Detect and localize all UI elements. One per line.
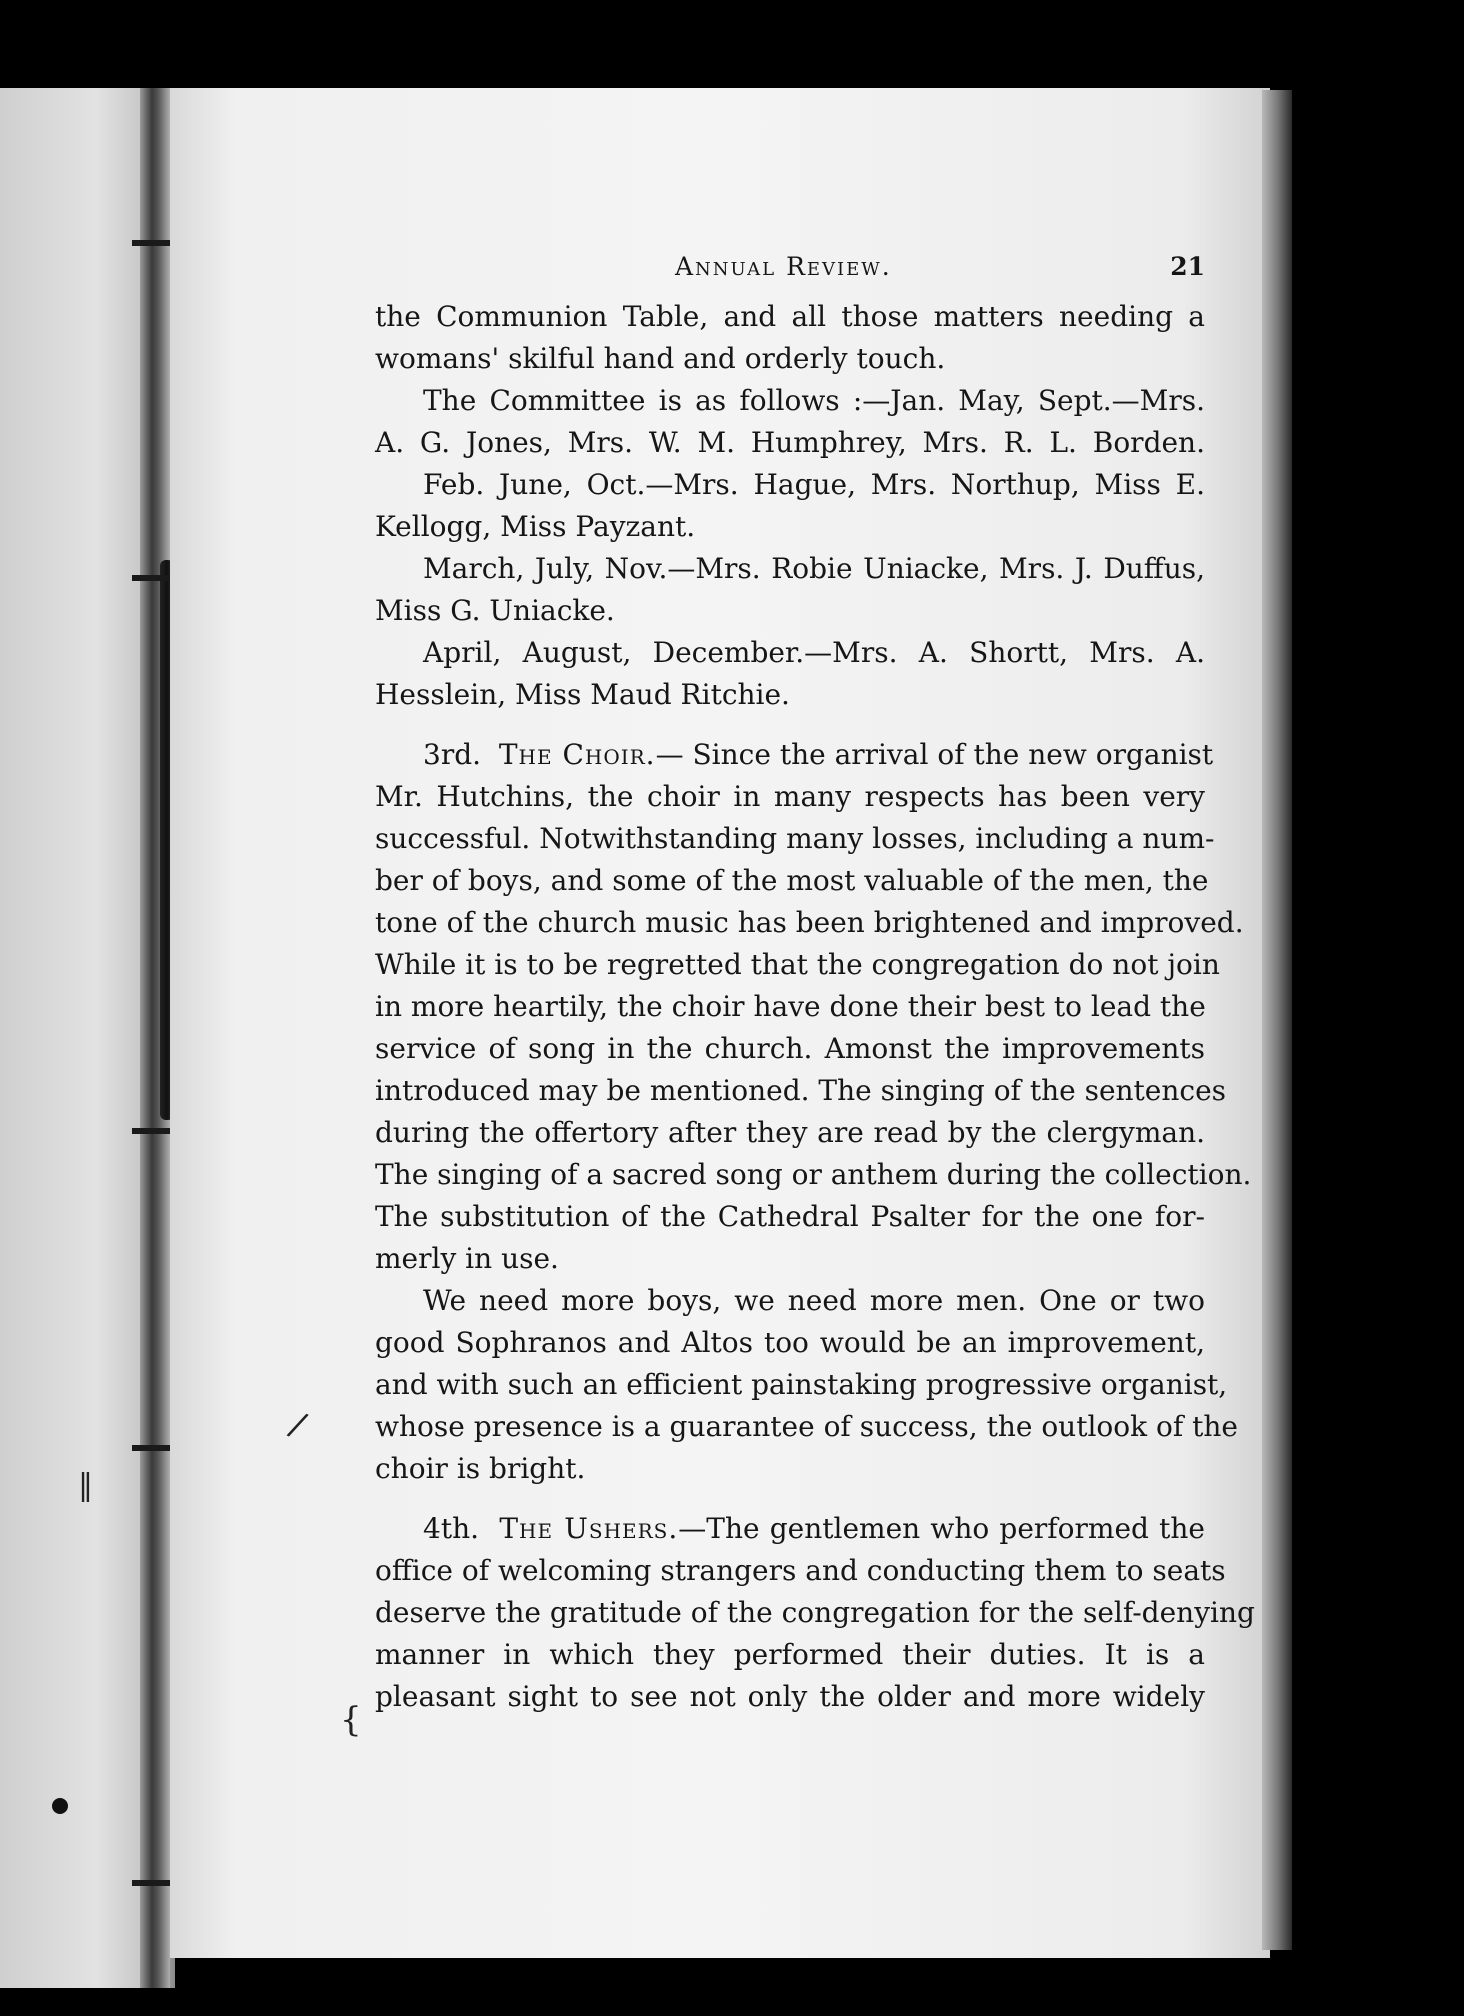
pencil-mark: { [340, 1700, 362, 1740]
text-line: whose presence is a guarantee of success, the outlook of the [375, 1410, 1238, 1443]
section-title: The Choir. [498, 738, 656, 771]
paragraph [375, 464, 1205, 548]
text-line: —The gentlemen who performed the [678, 1512, 1205, 1545]
text-line: deserve the gratitude of the congregation for the self-denying [375, 1596, 1255, 1629]
text-line: The substitution of the Cathedral Psalter for the one for- [375, 1200, 1205, 1233]
paragraph [375, 632, 1205, 716]
text-line: April, August, December.—Mrs. A. Shortt, Mrs. A. [423, 636, 1205, 669]
text-line: We need more boys, we need more men. One or two [423, 1284, 1205, 1317]
text-line: the Communion Table, and all those matters needing a [375, 300, 1205, 333]
section-number: 3rd. [423, 738, 482, 771]
text-line: While it is to be regretted that the congregation do not join [375, 948, 1220, 981]
text-line: Miss G. Uniacke. [375, 594, 615, 627]
pencil-mark: ‖ [78, 1468, 93, 1503]
ink-blot [52, 1798, 68, 1814]
text-line: pleasant sight to see not only the older and more widely [375, 1680, 1205, 1713]
pencil-mark: / [284, 1404, 312, 1446]
text-line: ber of boys, and some of the most valuable of the men, the [375, 864, 1209, 897]
text-line: Kellogg, Miss Payzant. [375, 510, 696, 543]
paragraph [375, 1280, 1238, 1490]
text-line: manner in which they performed their duties. It is a [375, 1638, 1205, 1671]
section-title: The Ushers. [499, 1512, 679, 1545]
text-line: Hesslein, Miss Maud Ritchie. [375, 678, 790, 711]
paragraph [375, 296, 1205, 380]
text-line: Mr. Hutchins, the choir in many respects has been very [375, 780, 1205, 813]
section-ushers [375, 1508, 1255, 1718]
section-first-line [375, 734, 1214, 776]
section-choir [375, 734, 1252, 1280]
text-line: The singing of a sacred song or anthem during the collection. [375, 1158, 1252, 1191]
text-line: service of song in the church. Amonst the improvements [375, 1032, 1205, 1065]
text-line: and with such an efficient painstaking progressive organist, [375, 1368, 1228, 1401]
page-text-block [375, 240, 1255, 1718]
section-number: 4th. [423, 1512, 479, 1545]
text-line: during the offertory after they are read by the clergyman. [375, 1116, 1205, 1149]
text-line: choir is bright. [375, 1452, 586, 1485]
page-number: 21 [1170, 252, 1205, 281]
text-line: merly in use. [375, 1242, 559, 1275]
text-line: Feb. June, Oct.—Mrs. Hague, Mrs. Northup, Miss E. [423, 468, 1205, 501]
page-edge-shadow [1262, 90, 1292, 1950]
section-first-line [375, 1508, 1205, 1550]
text-line: womans' skilful hand and orderly touch. [375, 342, 946, 375]
paragraph [375, 548, 1205, 632]
text-line: introduced may be mentioned. The singing of the sentences [375, 1074, 1227, 1107]
text-line: successful. Notwithstanding many losses, including a num- [375, 822, 1215, 855]
text-line: in more heartily, the choir have done their best to lead the [375, 990, 1206, 1023]
running-title: Annual Review. [675, 252, 892, 281]
text-line: good Sophranos and Altos too would be an improvement, [375, 1326, 1205, 1359]
text-line: The Committee is as follows :—Jan. May, Sept.—Mrs. [423, 384, 1205, 417]
text-line: A. G. Jones, Mrs. W. M. Humphrey, Mrs. R. L. Borden. [375, 426, 1205, 459]
text-line: March, July, Nov.—Mrs. Robie Uniacke, Mrs. J. Duffus, [423, 552, 1205, 585]
text-line: — Since the arrival of the new organist [655, 738, 1214, 771]
running-head [375, 240, 1205, 296]
text-line: office of welcoming strangers and conducting them to seats [375, 1554, 1226, 1587]
paragraph [375, 380, 1205, 464]
text-line: tone of the church music has been brightened and improved. [375, 906, 1244, 939]
